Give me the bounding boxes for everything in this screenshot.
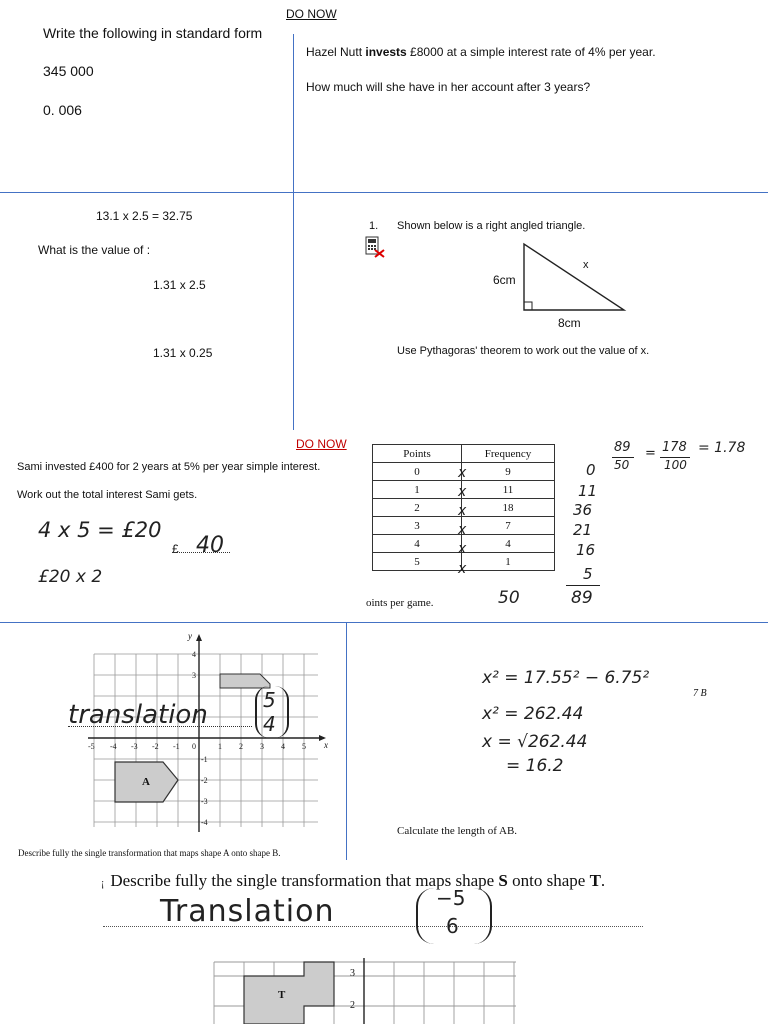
tick-mark: x [458, 503, 467, 519]
product-value: 36 [573, 501, 593, 519]
svg-text:-4: -4 [201, 818, 208, 827]
translation-handwriting-2: Translation [160, 894, 335, 929]
divider-middle [0, 622, 768, 623]
vector-top-2: −5 [436, 886, 466, 910]
product-value: 11 [578, 482, 598, 500]
points-cell: 0 [373, 463, 462, 481]
value-question-1: 1.31 x 2.5 [153, 278, 206, 292]
interest-question-line-2: How much will she have in her account after 3 years? [306, 80, 591, 94]
table-caption: oints per game. [366, 597, 434, 609]
working-line-1: x² = 17.55² − 6.75² [482, 668, 650, 688]
points-cell: 5 [373, 553, 462, 571]
standard-form-heading: Write the following in standard form [43, 25, 263, 41]
frequency-cell: 18 [462, 499, 555, 517]
question-number: 1. [369, 220, 379, 232]
svg-text:-2: -2 [152, 742, 159, 751]
sami-question-line-2: Work out the total interest Sami gets. [17, 489, 198, 501]
answer-line [172, 552, 230, 553]
answer-line [68, 726, 252, 727]
vector-bottom-2: 6 [446, 914, 459, 938]
sum-line [566, 585, 600, 586]
frequency-cell: 9 [462, 463, 555, 481]
right-triangle [520, 240, 630, 316]
total-product: 89 [571, 588, 593, 608]
svg-text:3: 3 [192, 671, 196, 680]
frequency-cell: 7 [462, 517, 555, 535]
frequency-cell: 1 [462, 553, 555, 571]
svg-text:-2: -2 [201, 776, 208, 785]
value-question: What is the value of : [38, 243, 151, 257]
sami-answer: 40 [196, 533, 224, 558]
svg-text:-3: -3 [131, 742, 138, 751]
side-label: 7 B [693, 688, 707, 699]
product-value: 21 [573, 521, 593, 539]
coordinate-grid-t [210, 958, 520, 1024]
fraction-1-numerator: 89 [614, 440, 631, 455]
grid-tick-3: 3 [350, 968, 355, 979]
value-question-2: 1.31 x 0.25 [153, 346, 213, 360]
divider-vertical-bottom [346, 622, 347, 860]
sami-question-line-1: Sami invested £400 for 2 years at 5% per year simple interest. [17, 461, 321, 473]
points-cell: 1 [373, 481, 462, 499]
x-axis-label: x [324, 740, 328, 750]
working-line-2: x² = 262.44 [482, 704, 584, 724]
svg-text:-1: -1 [173, 742, 180, 751]
vector-top: 5 [263, 688, 276, 712]
triangle-hypotenuse: x [583, 259, 589, 271]
triangle-side-6cm: 6cm [493, 273, 516, 287]
points-cell: 4 [373, 535, 462, 553]
svg-text:-4: -4 [110, 742, 117, 751]
do-now-heading: DO NOW [286, 7, 337, 21]
answer-line [103, 926, 643, 927]
tick-mark: x [458, 541, 467, 557]
mean-result: = 1.78 [698, 440, 746, 456]
fraction-1-denominator: 50 [614, 458, 630, 472]
points-cell: 3 [373, 517, 462, 535]
coordinate-grid-a [88, 632, 328, 842]
triangle-side-8cm: 8cm [558, 316, 581, 330]
triangle-prompt: Shown below is a right angled triangle. [397, 220, 586, 232]
svg-text:-1: -1 [201, 755, 208, 764]
product-value: 0 [586, 461, 596, 479]
svg-text:4: 4 [192, 650, 196, 659]
svg-text:-3: -3 [201, 797, 208, 806]
do-now-heading-2: DO NOW [296, 437, 347, 451]
sami-working-2: £20 x 2 [38, 567, 103, 587]
header-points: Points [373, 445, 462, 463]
tick-mark: x [458, 522, 467, 538]
interest-question-line-1: Hazel Nutt invests £8000 at a simple interest rate of 4% per year. [306, 45, 656, 59]
svg-text:2: 2 [239, 742, 243, 751]
transformation-question-t: ¡ Describe fully the single transformation that maps shape S onto shape T. [101, 871, 606, 890]
total-frequency: 50 [498, 588, 520, 608]
tick-mark: x [458, 465, 467, 481]
divider-vertical-top [293, 34, 294, 430]
standard-form-item-1: 345 000 [43, 63, 94, 79]
transformation-question-a: Describe fully the single transformation that maps shape A onto shape B. [18, 848, 281, 858]
frequency-cell: 11 [462, 481, 555, 499]
working-line-3: x = √262.44 [482, 732, 588, 752]
header-frequency: Frequency [462, 445, 555, 463]
shape-t-label: T [278, 989, 286, 1001]
svg-text:3: 3 [260, 742, 264, 751]
frequency-cell: 4 [462, 535, 555, 553]
given-fact: 13.1 x 2.5 = 32.75 [96, 209, 193, 223]
y-axis-label: y [188, 631, 192, 641]
divider-top [0, 192, 768, 193]
svg-text:0: 0 [192, 742, 196, 751]
equals-sign: = [645, 446, 656, 461]
pythagoras-instruction: Use Pythagoras' theorem to work out the value of x. [397, 345, 650, 357]
fraction-2-numerator: 178 [662, 440, 687, 455]
calculate-question: Calculate the length of AB. [397, 825, 518, 837]
sami-working-1: 4 x 5 = £20 [38, 518, 162, 542]
shape-a-label: A [142, 776, 150, 788]
sami-answer-prefix: £ [172, 542, 179, 556]
calculator-icon [364, 236, 386, 258]
product-value: 5 [583, 565, 593, 583]
tick-mark: x [458, 561, 467, 577]
translation-handwriting: translation [68, 700, 208, 730]
svg-text:1: 1 [218, 742, 222, 751]
product-value: 16 [576, 541, 596, 559]
svg-text:-5: -5 [88, 742, 95, 751]
working-line-4: = 16.2 [506, 756, 564, 776]
tick-mark: x [458, 484, 467, 500]
grid-tick-2: 2 [350, 1000, 355, 1011]
vector-bottom: 4 [263, 712, 276, 736]
svg-text:4: 4 [281, 742, 285, 751]
fraction-2-denominator: 100 [664, 458, 687, 472]
points-cell: 2 [373, 499, 462, 517]
standard-form-item-2: 0. 006 [43, 102, 82, 118]
svg-text:5: 5 [302, 742, 306, 751]
